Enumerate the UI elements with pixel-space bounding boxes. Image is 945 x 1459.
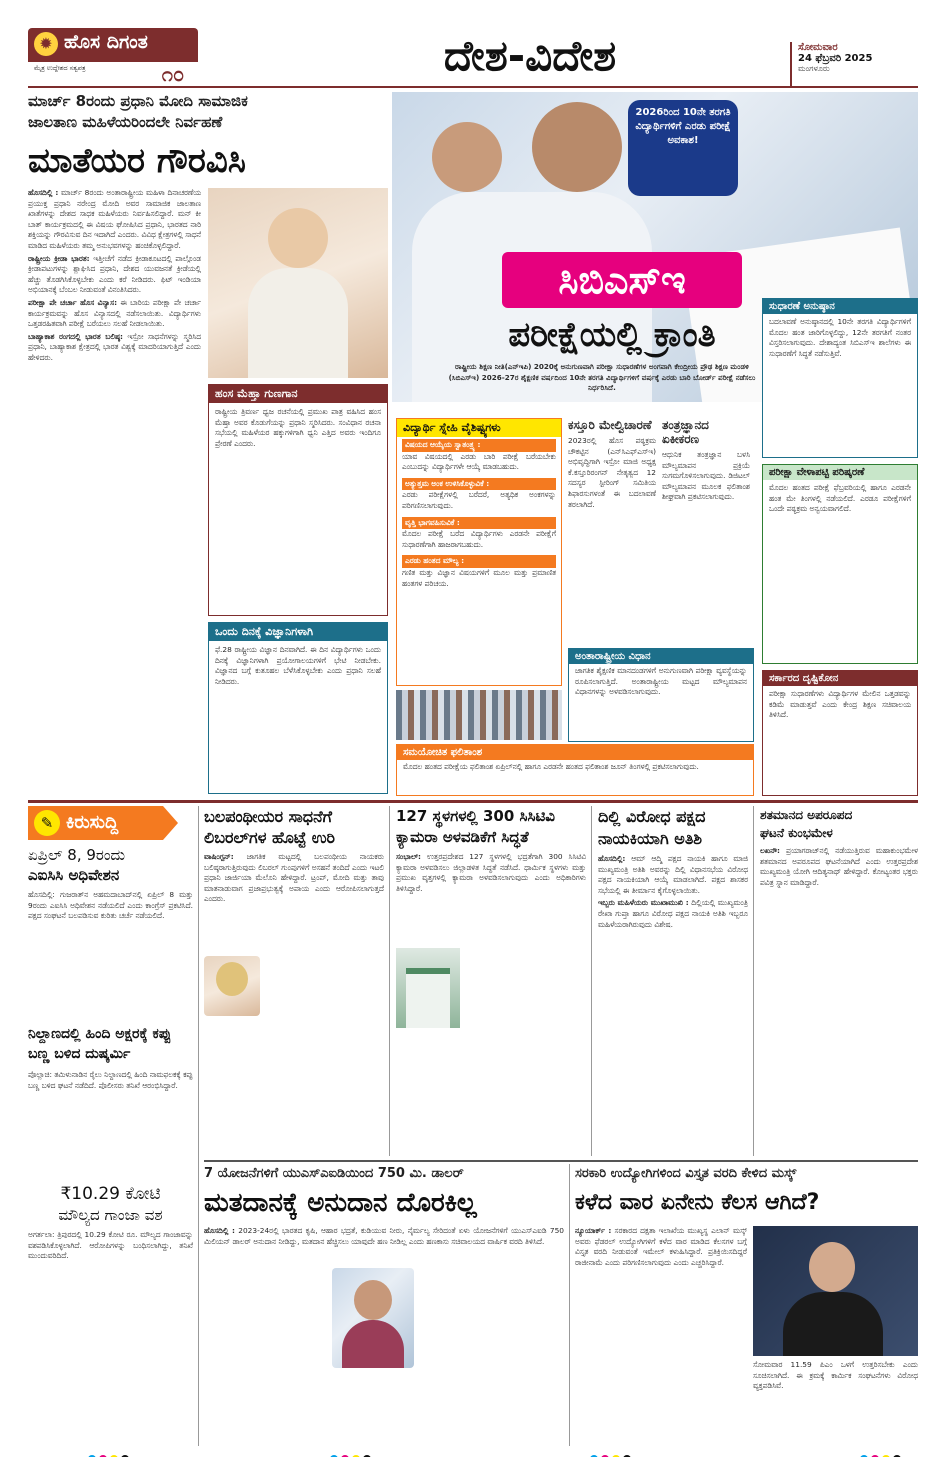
photo-figure	[268, 208, 328, 268]
lead-left-sub-1: ರಾಷ್ಟ್ರೀಯ ಕ್ರೀಡಾ ಭಾರತ:	[28, 253, 90, 263]
section-divider-2	[204, 1160, 918, 1162]
bottom-col-divider	[569, 1164, 570, 1446]
atishi-sub: ಇಬ್ಬರು ಮಹಿಳೆಯರು ಮುಖಾಮುಖಿ :	[598, 898, 689, 908]
features-box	[396, 418, 562, 686]
lead-left-headline: ಮಾತೆಯರ ಗೌರವಿಸಿ	[28, 141, 246, 181]
box-science-title: ಒಂದು ದಿನಕ್ಕೆ ವಿಜ್ಞಾನಿಗಳಾಗಿ	[209, 623, 387, 641]
atishi-headline-2: ನಾಯಕಿಯಾಗಿ ಅತಿಶಿ	[598, 829, 703, 848]
intl-title: ಅಂತಾರಾಷ್ಟ್ರೀಯ ವಿಧಾನ	[569, 649, 753, 664]
brief-1-head-a: ಏಪ್ರಿಲ್ 8, 9ರಂದು	[28, 846, 125, 864]
feature-text: ಎರಡು ಪರೀಕ್ಷೆಗಳಲ್ಲಿ ಬರೆದರೆ, ಅತ್ಯಧಿಕ ಅಂಕಗಳನ್ನು ಪರಿಗಣಿಸಲಾಗುವುದು.	[402, 490, 556, 510]
reform-title: ಸುಧಾರಣೆ ಅನುಷ್ಠಾನ	[763, 299, 917, 314]
photo-student-2	[532, 102, 622, 192]
meloni-article	[204, 806, 384, 1158]
brief-news-column	[28, 806, 193, 1446]
cbse-badge-text: 2026ರಿಂದ 10ನೇ ತರಗತಿ ವಿದ್ಯಾರ್ಥಿಗಳಿಗೆ ಎರಡು ಪರೀಕ್ಷೆ ಅವಕಾಶ!	[635, 107, 731, 146]
section-title: ದೇಶ-ವಿದೇಶ	[443, 31, 617, 80]
reg-mark-2	[330, 1448, 380, 1457]
feature-item	[402, 517, 556, 551]
kumbh-headline-1: ಶತಮಾನದ ಅಪರೂಪದ	[760, 808, 853, 822]
col3-title: ತಂತ್ರಜ್ಞಾನದ ಏಕೀಕರಣ	[662, 418, 709, 446]
kumbh-article	[760, 806, 918, 1158]
lead-left-body-4: ಇಸ್ರೋ ಸಾಧನೆಗಳನ್ನು ಸ್ಮರಿಸಿದ ಪ್ರಧಾನಿ, ಬಾಹ್ಯಾಕಾಶ ಕ್ಷೇತ್ರದಲ್ಲಿ ಭಾರತ ವಿಶ್ವಕ್ಕೆ ಮಾದರಿಯಾಗುತ್ತಿದೆ ಎಂದು ಹೇಳಿದರು.	[28, 331, 201, 362]
photo-figure-body	[248, 268, 348, 378]
col2-body: 2023ರಲ್ಲಿ ಹೊಸ ಪಠ್ಯಕ್ರಮ ಚೌಕಟ್ಟಿನ (ಎನ್‌ಸಿಎಫ್‌ಎಸ್‌ಇ) ಅಭಿವೃದ್ಧಿಗಾಗಿ ಇಸ್ರೋ ಮಾಜಿ ಅಧ್ಯಕ್ಷ ಕೆ.ಕಸ್ತೂರಿರಂಗನ್ ನೇತೃತ್ವದ 12 ಸದಸ್ಯರ ಸ್ಟೀರಿಂಗ್ ಸಮಿತಿಯ ಶಿಫಾರಸುಗಳಂತೆ ಈ ಬದಲಾವಣೆ ತರಲಾಗಿದೆ.	[568, 436, 656, 509]
result-box	[396, 744, 754, 796]
result-title: ಸಮಯೋಚಿತ ಫಲಿತಾಂಶ	[397, 745, 753, 760]
col3-body: ಆಧುನಿಕ ತಂತ್ರಜ್ಞಾನ ಬಳಸಿ ಮೌಲ್ಯಮಾಪನ ಪ್ರಕ್ರಿಯೆ ಸುಗಮಗೊಳಿಸಲಾಗುವುದು. ಡಿಜಿಟಲ್ ಮೌಲ್ಯಮಾಪನ ಮೂಲಕ ಫಲಿತಾಂಶ ಶೀಘ್ರವಾಗಿ ಪ್ರಕಟಿಸಲಾಗುವುದು.	[662, 450, 750, 502]
feature-head: ವಿಷಯದ ಆಯ್ಕೆಯ ಸ್ವಾತಂತ್ರ್ಯ :	[402, 439, 556, 452]
cbse-col-2	[568, 418, 656, 686]
meloni-headline-1: ಬಲಪಂಥೀಯರ ಸಾಧನೆಗೆ	[204, 807, 332, 826]
musk-dateline: ನ್ಯೂಯಾರ್ಕ್ :	[575, 1226, 612, 1235]
box-science-day	[208, 622, 388, 794]
cbse-col-3	[662, 418, 750, 686]
schedule-body: ಮೊದಲ ಹಂತದ ಪರೀಕ್ಷೆ ಫೆಬ್ರವರಿಯಲ್ಲಿ ಹಾಗೂ ಎರಡನೇ ಹಂತ ಮೇ ತಿಂಗಳಲ್ಲಿ ನಡೆಯಲಿದೆ. ಎರಡೂ ಪರೀಕ್ಷೆಗಳಿಗೆ ಒಂದೇ ಪಠ್ಯಕ್ರಮ ಅನ್ವಯವಾಗಲಿದೆ.	[769, 483, 911, 514]
feature-text: ಮೊದಲ ಪರೀಕ್ಷೆ ಬರೆದ ವಿದ್ಯಾರ್ಥಿಗಳು ಎರಡನೇ ಪರೀಕ್ಷೆಗೆ ಸುಧಾರಣೆಗಾಗಿ ಹಾಜರಾಗಬಹುದು.	[402, 529, 556, 549]
col2-title: ಕಸ್ತೂರಿ ಮೇಲ್ವಿಚಾರಣೆ	[568, 418, 652, 432]
day-label: ಸೋಮವಾರ	[798, 42, 838, 53]
col-divider-d	[753, 806, 754, 1156]
features-title: ವಿದ್ಯಾರ್ಥಿ ಸ್ನೇಹಿ ವೈಶಿಷ್ಟ್ಯಗಳು	[397, 419, 561, 437]
brief-3-head-a: ₹10.29 ಕೋಟಿ	[60, 1184, 161, 1204]
kumbh-headline-2: ಘಟನೆ ಕುಂಭಮೇಳ	[760, 826, 833, 840]
lead-left-body-2: ಇತ್ತೀಚೆಗೆ ನಡೆದ ಕ್ರೀಡಾಕೂಟದಲ್ಲಿ ಪಾಲ್ಗೊಂಡ ಕ್ರೀಡಾಪಟುಗಳನ್ನು ಶ್ಲಾಘಿಸಿದ ಪ್ರಧಾನಿ, ದೇಶದ ಯುವಜನತೆ ಕ್ರೀಡೆಯಲ್ಲಿ ಹೆಚ್ಚು ತೊಡಗಿಸಿಕೊಳ್ಳಬೇಕು ಎಂದು ಕರೆ ನೀಡಿದರು. ಫಿಟ್ ಇಂಡಿಯಾ ಅಭಿಯಾನಕ್ಕೆ ಬೆಂಬಲ ನೀಡುವಂತೆ ವಿನಂತಿಸಿದರು.	[28, 253, 201, 295]
atishi-headline-1: ದಿಲ್ಲಿ ವಿರೋಧ ಪಕ್ಷದ	[598, 807, 706, 826]
atishi-body-text: ಆಮ್ ಆದ್ಮಿ ಪಕ್ಷದ ನಾಯಕಿ ಹಾಗೂ ಮಾಜಿ ಮುಖ್ಯಮಂತ್ರಿ ಅತಿಶಿ ಅವರನ್ನು ದಿಲ್ಲಿ ವಿಧಾನಸಭೆಯ ವಿರೋಧ ಪಕ್ಷದ ನಾಯಕಿಯಾಗಿ ಆಯ್ಕೆ ಮಾಡಲಾಗಿದೆ. ಪಕ್ಷದ ಶಾಸಕರ ಸಭೆಯಲ್ಲಿ ಈ ತೀರ್ಮಾನ ಕೈಗೊಳ್ಳಲಾಯಿತು.	[598, 854, 748, 895]
cbse-badge	[628, 100, 738, 196]
cbse-headline-2: ಪರೀಕ್ಷೆಯಲ್ಲಿ ಕ್ರಾಂತಿ	[508, 315, 716, 355]
brief-3-body: ಅಗರ್ತಲಾ: ತ್ರಿಪುರದಲ್ಲಿ 10.29 ಕೋಟಿ ರೂ. ಮೌಲ್ಯದ ಗಾಂಜಾವನ್ನು ವಶಪಡಿಸಿಕೊಳ್ಳಲಾಗಿದೆ. ಆರೋಪಿಗಳನ್ನು ಬಂಧಿಸಲಾಗಿದ್ದು, ತನಿಖೆ ಮುಂದುವರಿದಿದೆ.	[28, 1230, 193, 1261]
musk-headline: ಕಳೆದ ವಾರ ಏನೇನು ಕೆಲಸ ಆಗಿದೆ?	[575, 1190, 820, 1215]
kumbh-body-text: ಪ್ರಯಾಗರಾಜ್‌ನಲ್ಲಿ ನಡೆಯುತ್ತಿರುವ ಮಹಾಕುಂಭಮೇಳ ಶತಮಾನದ ಅಪರೂಪದ ಘಟನೆಯಾಗಿದೆ ಎಂದು ಉತ್ತರಪ್ರದೇಶ ಮುಖ್ಯಮಂತ್ರಿ ಯೋಗಿ ಆದಿತ್ಯನಾಥ್ ಹೇಳಿದ್ದಾರೆ. ಕೋಟ್ಯಂತರ ಭಕ್ತರು ಪವಿತ್ರ ಸ್ನಾನ ಮಾಡಿದ್ದಾರೆ.	[760, 846, 918, 887]
brief-3-head-b: ಮೌಲ್ಯದ ಗಾಂಜಾ ವಶ	[58, 1206, 163, 1224]
govt-title: ಸರ್ಕಾರದ ದೃಷ್ಟಿಕೋನ	[763, 671, 917, 686]
musk-article	[575, 1164, 918, 1446]
page-number: ೧೦	[161, 62, 185, 84]
exam-hall-photo	[396, 690, 562, 740]
reform-box	[762, 298, 918, 458]
lamp-icon: ✹	[34, 32, 58, 56]
col-divider-a	[198, 806, 199, 1446]
reg-mark-3	[590, 1448, 640, 1457]
feature-text: ಯಾವ ವಿಷಯದಲ್ಲಿ ಎರಡು ಬಾರಿ ಪರೀಕ್ಷೆ ಬರೆಯಬೇಕು ಎಂಬುದನ್ನು ವಿದ್ಯಾರ್ಥಿಗಳೇ ಆಯ್ಕೆ ಮಾಡಬಹುದು.	[402, 451, 556, 472]
brief-1-head-b: ಎಐಸಿಸಿ ಅಧಿವೇಶನ	[28, 866, 120, 884]
cctv-headline-2: ಕ್ಯಾಮರಾ ಅಳವಡಿಕೆಗೆ ಸಿದ್ಧತೆ	[396, 828, 529, 846]
cctv-body-text: ಉತ್ತರಪ್ರದೇಶದ 127 ಸ್ಥಳಗಳಲ್ಲಿ ಭದ್ರತೆಗಾಗಿ 300 ಸಿಸಿಟಿವಿ ಕ್ಯಾಮರಾ ಅಳವಡಿಸಲು ಜಿಲ್ಲಾಡಳಿತ ಸಿದ್ಧತೆ ನಡೆಸಿದೆ. ಧಾರ್ಮಿಕ ಸ್ಥಳಗಳು ಮತ್ತು ಪ್ರಮುಖ ವೃತ್ತಗಳಲ್ಲಿ ಕ್ಯಾಮರಾ ಅಳವಡಿಸಲಾಗುವುದು ಎಂದು ಅಧಿಕಾರಿಗಳು ತಿಳಿಸಿದ್ದಾರೆ.	[396, 852, 586, 893]
intl-box	[568, 648, 754, 742]
cctv-headline-1: 127 ಸ್ಥಳಗಳಲ್ಲಿ 300 ಸಿಸಿಟಿವಿ	[396, 807, 555, 825]
feature-item	[402, 555, 556, 589]
reg-mark-4	[860, 1448, 910, 1457]
intl-body: ಜಾಗತಿಕ ಶೈಕ್ಷಣಿಕ ಮಾನದಂಡಗಳಿಗೆ ಅನುಗುಣವಾಗಿ ಪರೀಕ್ಷಾ ವ್ಯವಸ್ಥೆಯನ್ನು ರೂಪಿಸಲಾಗುತ್ತಿದೆ. ಅಂತಾರಾಷ್ಟ್ರೀಯ ಮಟ್ಟದ ಮೌಲ್ಯಮಾಪನ ವಿಧಾನಗಳನ್ನು ಅಳವಡಿಸಲಾಗುವುದು.	[575, 666, 747, 697]
schedule-title: ಪರೀಕ್ಷಾ ವೇಳಾಪಟ್ಟಿ ಪರಿಷ್ಕರಣೆ	[763, 465, 917, 480]
usaid-headline: ಮತದಾನಕ್ಕೆ ಅನುದಾನ ದೊರಕಿಲ್ಲ	[204, 1188, 477, 1218]
photo-student-1	[432, 122, 502, 192]
cctv-dateline: ಸಂಭಾಲ್:	[396, 852, 421, 861]
meloni-body	[204, 852, 384, 1152]
feature-item	[402, 478, 556, 512]
atishi-body	[598, 854, 748, 1154]
meloni-dateline: ವಾಷಿಂಗ್ಟನ್:	[204, 852, 234, 861]
lead-left-kicker-2: ಜಾಲತಾಣ ಮಹಿಳೆಯರಿಂದಲೇ ನಿರ್ವಹಣೆ	[28, 113, 223, 131]
lead-left-body-3: ಈ ಬಾರಿಯ ಪರೀಕ್ಷಾ ಪೇ ಚರ್ಚಾ ಕಾರ್ಯಕ್ರಮವನ್ನು ಹೊಸ ವಿನ್ಯಾಸದಲ್ಲಿ ನಡೆಸಲಾಯಿತು. ವಿದ್ಯಾರ್ಥಿಗಳು ಒತ್ತಡರಹಿತವಾಗಿ ಪರೀಕ್ಷೆ ಬರೆಯಲು ಸಲಹೆ ನೀಡಲಾಯಿತು.	[28, 297, 201, 329]
cctv-article	[396, 806, 586, 1158]
usaid-body-text: 2023-24ರಲ್ಲಿ ಭಾರತದ ಕೃಷಿ, ಆಹಾರ ಭದ್ರತೆ, ಕುಡಿಯುವ ನೀರು, ನೈರ್ಮಲ್ಯ ಸೇರಿದಂತೆ ಏಳು ಯೋಜನೆಗಳಿಗೆ ಯುಎಸ್‌ಎಐಡಿ 750 ಮಿಲಿಯನ್ ಡಾಲರ್ ಅನುದಾನ ನೀಡಿದ್ದು, ಮತದಾನ ಹೆಚ್ಚಿಸಲು ಯಾವುದೇ ಹಣ ನೀಡಿಲ್ಲ ಎಂದು ಹಣಕಾಸು ಸಚಿವಾಲಯದ ವಾರ್ಷಿಕ ವರದಿ ತಿಳಿಸಿದೆ.	[204, 1226, 564, 1246]
box-science-body: ಫೆ.28 ರಾಷ್ಟ್ರೀಯ ವಿಜ್ಞಾನ ದಿನವಾಗಿದೆ. ಈ ದಿನ ವಿದ್ಯಾರ್ಥಿಗಳು ಒಂದು ದಿನಕ್ಕೆ ವಿಜ್ಞಾನಿಗಳಾಗಿ ಪ್ರಯೋಗಾಲಯಗಳಿಗೆ ಭೇಟಿ ನೀಡಬೇಕು. ವಿಜ್ಞಾನದ ಬಗ್ಗೆ ಕುತೂಹಲ ಬೆಳೆಸಿಕೊಳ್ಳಬೇಕು ಎಂದು ಪ್ರಧಾನಿ ಸಲಹೆ ನೀಡಿದರು.	[215, 645, 381, 686]
musk-face	[809, 1242, 855, 1292]
musk-body	[575, 1226, 747, 1442]
musk-body-text: ಸರಕಾರದ ದಕ್ಷತಾ ಇಲಾಖೆಯ ಮುಖ್ಯಸ್ಥ ಎಲಾನ್ ಮಸ್ಕ್ ಅವರು ಫೆಡರಲ್ ಉದ್ಯೋಗಿಗಳಿಗೆ ಕಳೆದ ವಾರ ಮಾಡಿದ ಕೆಲಸಗಳ ಬಗ್ಗೆ ವಿಸ್ತೃತ ವರದಿ ನೀಡುವಂತೆ ಇಮೇಲ್ ಕಳುಹಿಸಿದ್ದಾರೆ. ಪ್ರತಿಕ್ರಿಯಿಸದಿದ್ದರೆ ರಾಜೀನಾಮೆ ಎಂದು ಪರಿಗಣಿಸಲಾಗುವುದು ಎಂದು ಎಚ್ಚರಿಸಿದ್ದಾರೆ.	[575, 1226, 747, 1267]
usaid-article	[204, 1164, 564, 1446]
brief-label: ಕಿರುಸುದ್ದಿ	[66, 812, 119, 833]
box-hansa-mehta	[208, 384, 388, 616]
box-hansa-title: ಹಂಸ ಮೆಹ್ತಾ ಗುಣಗಾನ	[209, 385, 387, 403]
usaid-body	[204, 1226, 564, 1442]
govt-body: ಪರೀಕ್ಷಾ ಸುಧಾರಣೆಗಳು ವಿದ್ಯಾರ್ಥಿಗಳ ಮೇಲಿನ ಒತ್ತಡವನ್ನು ಕಡಿಮೆ ಮಾಡುತ್ತವೆ ಎಂದು ಕೇಂದ್ರ ಶಿಕ್ಷಣ ಸಚಿವಾಲಯ ತಿಳಿಸಿದೆ.	[769, 689, 911, 720]
usaid-kicker: 7 ಯೋಜನೆಗಳಿಗೆ ಯುಎಸ್‌ಎಐಡಿಯಿಂದ 750 ಮಿ. ಡಾಲರ್	[204, 1166, 464, 1181]
lead-left-article	[28, 92, 388, 798]
col-divider-b	[389, 806, 390, 1156]
cbse-headline-1-bg	[502, 252, 742, 308]
logo-text: ಹೊಸ ದಿಗಂತ	[64, 31, 148, 53]
brief-2-body: ಪೊಲ್ಲಾಚಿ: ತಮಿಳುನಾಡಿನ ರೈಲು ನಿಲ್ದಾಣದಲ್ಲಿ ಹಿಂದಿ ನಾಮಫಲಕಕ್ಕೆ ಕಪ್ಪು ಬಣ್ಣ ಬಳಿದ ಘಟನೆ ನಡೆದಿದೆ. ಪೊಲೀಸರು ತನಿಖೆ ಆರಂಭಿಸಿದ್ದಾರೆ.	[28, 1070, 193, 1090]
atishi-article	[598, 806, 748, 1158]
feature-head: ಅತ್ಯುತ್ತಮ ಅಂಕ ಉಳಿಸಿಕೊಳ್ಳುವಿಕೆ :	[402, 478, 556, 491]
logo-tagline: ಮೈತ್ರ ಉದ್ದೇಶದ ಸತ್ವಪತ್ರ	[34, 64, 86, 72]
cctv-body	[396, 852, 586, 1152]
lead-left-body: ಮಾರ್ಚ್ 8ರಂದು ಅಂತಾರಾಷ್ಟ್ರೀಯ ಮಹಿಳಾ ದಿನಾಚರಣೆಯ ಪ್ರಯುಕ್ತ ಪ್ರಧಾನಿ ನರೇಂದ್ರ ಮೋದಿ ಅವರ ಸಾಮಾಜಿಕ ಜಾಲತಾಣ ಖಾತೆಗಳನ್ನು ದೇಶದ ಸಾಧಕ ಮಹಿಳೆಯರು ನಿರ್ವಹಿಸಲಿದ್ದಾರೆ. ಮನ್ ಕೀ ಬಾತ್ ಕಾರ್ಯಕ್ರಮದಲ್ಲಿ ಈ ವಿಷಯ ಘೋಷಿಸಿದ ಪ್ರಧಾನಿ, ಭಾರತದ ನಾರಿ ಶಕ್ತಿಯನ್ನು ಗೌರವಿಸುವ ದಿನ ಇದಾಗಿದೆ ಎಂದರು. ವಿವಿಧ ಕ್ಷೇತ್ರಗಳಲ್ಲಿ ಸಾಧನೆ ಮಾಡಿದ ಮಹಿಳೆಯರು ತಮ್ಮ ಅನುಭವಗಳನ್ನು ಹಂಚಿಕೊಳ್ಳಲಿದ್ದಾರೆ.	[28, 188, 201, 250]
lead-cbse-article	[392, 92, 918, 798]
masthead-rule	[28, 86, 918, 88]
reform-body: ಬದಲಾವಣೆ ಅನುಷ್ಠಾನದಲ್ಲಿ 10ನೇ ತರಗತಿ ವಿದ್ಯಾರ್ಥಿಗಳಿಗೆ ಮೊದಲ ಹಂತ ಜಾರಿಗೊಳ್ಳಲಿದ್ದು, 12ನೇ ತರಗತಿಗೆ ನಂತರ ವಿಸ್ತರಿಸಲಾಗುವುದು. ದೇಶಾದ್ಯಂತ ಸಿಬಿಎಸ್‌ಇ ಶಾಲೆಗಳು ಈ ಸುಧಾರಣೆಗೆ ಸಿದ್ಧತೆ ನಡೆಸುತ್ತಿವೆ.	[769, 317, 911, 358]
reg-mark-1	[88, 1448, 138, 1457]
lead-left-col-1	[28, 188, 201, 794]
kumbh-dateline: ಲಖನೌ:	[760, 846, 780, 855]
city-label: ಮಂಗಳೂರು	[798, 64, 830, 73]
lead-left-sub-2: ಪರೀಕ್ಷಾ ಪೇ ಚರ್ಚಾ ಹೊಸ ವಿನ್ಯಾಸ:	[28, 297, 118, 307]
feature-item	[402, 439, 556, 473]
feature-text: ಗಣಿತ ಮತ್ತು ವಿಜ್ಞಾನ ವಿಷಯಗಳಿಗೆ ಮೂಲ ಮತ್ತು ಪ್ರಮಾಣಿತ ಹಂತಗಳ ಪರಿಚಯ.	[402, 567, 556, 588]
meloni-body-text: ಜಾಗತಿಕ ಮಟ್ಟದಲ್ಲಿ ಬಲಪಂಥೀಯ ನಾಯಕರು ಬಲಿಷ್ಠರಾಗುತ್ತಿರುವುದು ಲಿಬರಲ್ ಗುಂಪುಗಳಿಗೆ ಅಸಹನೆ ತಂದಿದೆ ಎಂದು ಇಟಲಿ ಪ್ರಧಾನಿ ಜಾರ್ಜಿಯಾ ಮೆಲೊನಿ ಹೇಳಿದ್ದಾರೆ. ಟ್ರಂಪ್, ಮೋದಿ ಮತ್ತು ತಾವು ಮಾತನಾಡುವಾಗ ಪ್ರಜಾಪ್ರಭುತ್ವಕ್ಕೆ ಅಪಾಯ ಎಂದು ಆರೋಪಿಸಲಾಗುತ್ತದೆ ಎಂದರು.	[204, 852, 384, 904]
usaid-dateline: ಹೊಸದಿಲ್ಲಿ :	[204, 1226, 235, 1235]
lead-left-dateline: ಹೊಸದಿಲ್ಲಿ :	[28, 188, 59, 197]
feature-head: ವೃತ್ತಿ ಭಾಗವಹಿಸುವಿಕೆ :	[402, 517, 556, 530]
masthead	[0, 0, 945, 88]
box-hansa-body: ರಾಷ್ಟ್ರೀಯ ತ್ರಿವರ್ಣ ಧ್ವಜ ರಚನೆಯಲ್ಲಿ ಪ್ರಮುಖ ಪಾತ್ರ ವಹಿಸಿದ ಹಂಸ ಮೆಹ್ತಾ ಅವರ ಕೊಡುಗೆಯನ್ನು ಪ್ರಧಾನಿ ಸ್ಮರಿಸಿದರು. ಸಂವಿಧಾನ ರಚನಾ ಸಭೆಯಲ್ಲಿ ಮಹಿಳೆಯರ ಹಕ್ಕುಗಳಿಗಾಗಿ ಧ್ವನಿ ಎತ್ತಿದ ಅವರು ಇಂದಿಗೂ ಪ್ರೇರಣೆ ಎಂದರು.	[215, 407, 381, 448]
meloni-headline-2: ಲಿಬರಲ್‌ಗಳ ಹೊಟ್ಟೆ ಉರಿ	[204, 828, 335, 847]
musk-kicker: ಸರಕಾರಿ ಉದ್ಯೋಗಿಗಳಿಂದ ವಿಸ್ತೃತ ವರದಿ ಕೇಳಿದ ಮಸ್ಕ್	[575, 1166, 797, 1181]
date-label: 24 ಫೆಬ್ರವರಿ 2025	[798, 53, 873, 64]
date-block	[790, 42, 915, 86]
feature-head: ಎರಡು ಹಂತದ ಮೌಲ್ಯ :	[402, 555, 556, 568]
col-divider-c	[591, 806, 592, 1156]
lightbulb-icon: ✎	[34, 810, 60, 836]
result-body: ಮೊದಲ ಹಂತದ ಪರೀಕ್ಷೆಯ ಫಲಿತಾಂಶ ಏಪ್ರಿಲ್‌ನಲ್ಲಿ ಹಾಗೂ ಎರಡನೇ ಹಂತದ ಫಲಿತಾಂಶ ಜೂನ್ ತಿಂಗಳಲ್ಲಿ ಪ್ರಕಟಿಸಲಾಗುವುದು.	[403, 762, 699, 771]
modi-photo	[208, 188, 388, 378]
schedule-box	[762, 464, 918, 664]
brief-2-head: ನಿಲ್ದಾಣದಲ್ಲಿ ಹಿಂದಿ ಅಕ್ಷರಕ್ಕೆ ಕಪ್ಪು ಬಣ್ಣ ಬಳಿದ ದುಷ್ಕರ್ಮಿ	[28, 1026, 172, 1062]
atishi-body-2: ದಿಲ್ಲಿಯಲ್ಲಿ ಮುಖ್ಯಮಂತ್ರಿ ರೇಖಾ ಗುಪ್ತಾ ಹಾಗೂ ವಿರೋಧ ಪಕ್ಷದ ನಾಯಕಿ ಅತಿಶಿ ಇಬ್ಬರೂ ಮಹಿಳೆಯರಾಗಿರುವುದು ವಿಶೇಷ.	[598, 898, 748, 929]
logo-block	[28, 28, 198, 84]
musk-jacket	[783, 1292, 883, 1356]
atishi-dateline: ಹೊಸದಿಲ್ಲಿ:	[598, 854, 626, 863]
kumbh-body	[760, 846, 918, 1152]
section-divider-1	[28, 800, 918, 803]
govt-box	[762, 670, 918, 796]
cbse-headline-1: ಸಿಬಿಎಸ್‌ಇ	[558, 258, 686, 302]
registration-marks	[0, 1446, 945, 1459]
brief-1-body: ಹೊಸದಿಲ್ಲಿ: ಗುಜರಾತ್‌ನ ಅಹಮದಾಬಾದ್‌ನಲ್ಲಿ ಏಪ್ರಿಲ್ 8 ಮತ್ತು 9ರಂದು ಎಐಸಿಸಿ ಅಧಿವೇಶನ ನಡೆಯಲಿದೆ ಎಂದು ಕಾಂಗ್ರೆಸ್ ಪ್ರಕಟಿಸಿದೆ. ಪಕ್ಷದ ಸಂಘಟನೆ ಬಲಪಡಿಸುವ ಕುರಿತು ಚರ್ಚೆ ನಡೆಯಲಿದೆ.	[28, 890, 193, 921]
musk-body-end: ಸೋಮವಾರ 11.59 ಪಿಎಂ ಒಳಗೆ ಉತ್ತರಿಸಬೇಕು ಎಂದು ಸೂಚಿಸಲಾಗಿದೆ. ಈ ಕ್ರಮಕ್ಕೆ ಕಾರ್ಮಿಕ ಸಂಘಟನೆಗಳು ವಿರೋಧ ವ್ಯಕ್ತಪಡಿಸಿವೆ.	[753, 1360, 918, 1391]
lead-left-kicker-1: ಮಾರ್ಚ್ 8ರಂದು ಪ್ರಧಾನಿ ಮೋದಿ ಸಾಮಾಜಿಕ	[28, 92, 248, 110]
cbse-intro: ರಾಷ್ಟ್ರೀಯ ಶಿಕ್ಷಣ ನೀತಿ(ಎನ್‌ಇಪಿ) 2020ಕ್ಕೆ ಅನುಗುಣವಾಗಿ ಪರೀಕ್ಷಾ ಸುಧಾರಣೆಗಳ ಅಂಗವಾಗಿ ಕೇಂದ್ರೀಯ ಪ್ರೌಢ ಶಿಕ್ಷಣ ಮಂಡಳಿ (ಸಿಬಿಎಸ್‌ಇ) 2026-27ರ ಶೈಕ್ಷಣಿಕ ವರ್ಷದಿಂದ 10ನೇ ತರಗತಿ ವಿದ್ಯಾರ್ಥಿಗಳಿಗೆ ವರ್ಷಕ್ಕೆ ಎರಡು ಬಾರಿ ಬೋರ್ಡ್ ಪರೀಕ್ಷೆ ನಡೆಸಲು ನಿರ್ಧರಿಸಿದೆ.	[448, 362, 756, 393]
lead-left-sub-3: ಬಾಹ್ಯಾಕಾಶ ರಂಗದಲ್ಲಿ ಭಾರತ ಬಲಿಷ್ಠ:	[28, 331, 123, 341]
features-list	[397, 437, 561, 596]
musk-photo	[753, 1226, 918, 1356]
